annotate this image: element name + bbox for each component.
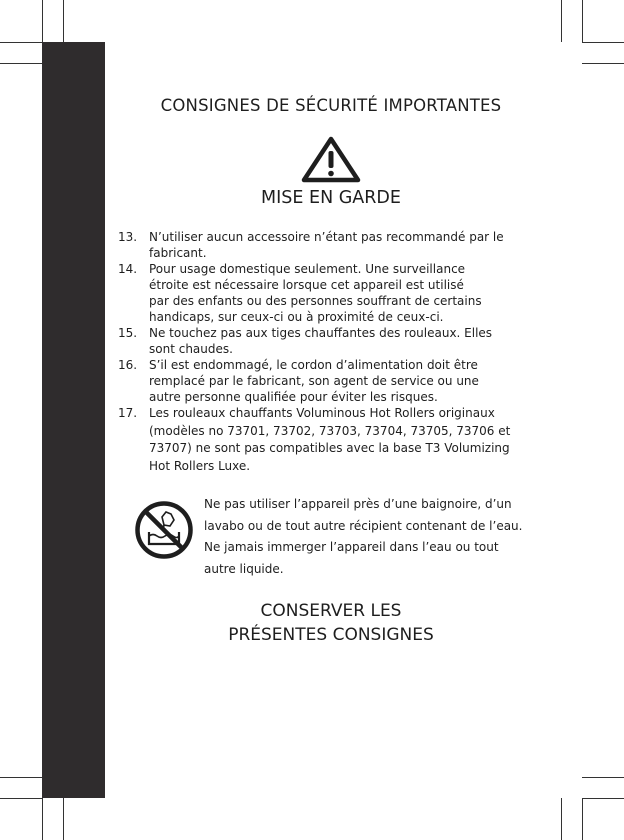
crop-mark: [0, 777, 42, 778]
crop-mark: [0, 42, 42, 43]
item-number: 15.: [118, 326, 138, 340]
item-text: N’utiliser aucun accessoire n’étant pas recommandé par le fabricant.: [149, 230, 504, 260]
crop-mark: [582, 63, 624, 64]
sidebar-bar: [42, 42, 105, 798]
item-number: 14.: [118, 262, 138, 276]
list-item: [118, 261, 530, 325]
crop-mark: [42, 798, 43, 840]
crop-mark: [63, 798, 64, 840]
list-item: [118, 229, 530, 261]
crop-mark: [582, 798, 583, 840]
item-number: 13.: [118, 230, 138, 244]
list-item: [118, 357, 530, 405]
item-number: 16.: [118, 358, 138, 372]
list-item: [118, 405, 530, 475]
warning-heading: MISE EN GARDE: [261, 188, 401, 208]
crop-mark: [0, 798, 42, 799]
item-text: S’il est endommagé, le cordon d’alimentation doit être remplacé par le fabricant, son agent de service ou une autre personne qualifiée pour éviter les risques.: [149, 358, 479, 404]
crop-mark: [63, 0, 64, 42]
warning-triangle-icon: [298, 134, 364, 184]
crop-mark: [582, 0, 583, 42]
item-text: Pour usage domestique seulement. Une surveillance étroite est nécessaire lorsque cet appareil est utilisé par des enfants ou des personnes souffrant de certains handicaps, sur ceux-ci ou à proximité de ceux-ci.: [149, 262, 482, 324]
item-text: Les rouleaux chauffants Voluminous Hot Rollers originaux (modèles no 73701, 73702, 73703, 73704, 73705, 73706 et 73707) ne sont pas compatibles avec la base T3 Volumizing Hot Rollers Luxe.: [149, 406, 511, 473]
list-item: [118, 325, 530, 357]
item-text: Ne touchez pas aux tiges chauffantes des rouleaux. Elles sont chaudes.: [149, 326, 493, 356]
crop-mark: [561, 798, 562, 840]
crop-mark: [561, 0, 562, 42]
instruction-list: [118, 229, 530, 475]
crop-mark: [582, 798, 624, 799]
no-water-immersion-icon: [134, 500, 194, 560]
water-warning-text: Ne pas utiliser l’appareil près d’une baignoire, d’un lavabo ou de tout autre récipient contenant de l’eau. Ne jamais immerger l’appareil dans l’eau ou tout autre liquide.: [204, 497, 523, 576]
item-number: 17.: [118, 406, 138, 420]
crop-mark: [42, 0, 43, 42]
closing-title: CONSERVER LES PRÉSENTES CONSIGNES: [228, 601, 434, 645]
crop-mark: [582, 777, 624, 778]
crop-mark: [582, 42, 624, 43]
crop-mark: [0, 63, 42, 64]
page-title: CONSIGNES DE SÉCURITÉ IMPORTANTES: [160, 96, 502, 115]
